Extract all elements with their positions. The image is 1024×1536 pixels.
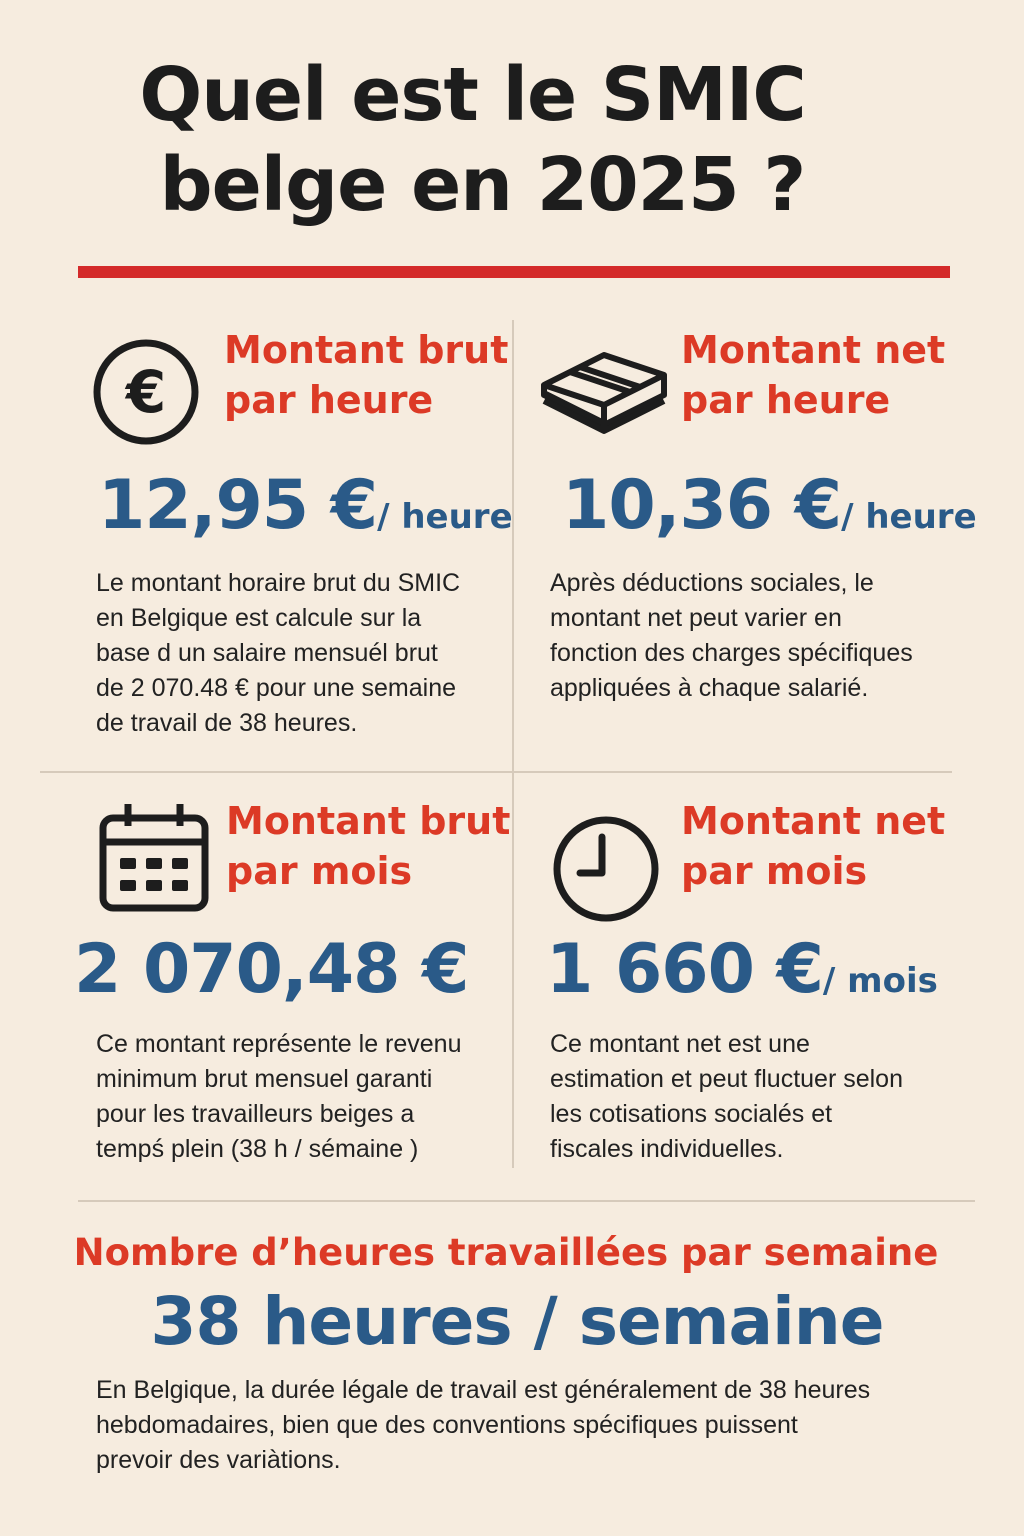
svg-text:€: € [125, 358, 167, 426]
desc-line: les cotisations socialés et [550, 1100, 833, 1128]
hours-heading: Nombre d’heures travaillées par semaine [73, 1231, 939, 1274]
card-brut-heure-heading [224, 325, 508, 425]
desc-line: Le montant horaire brut du SMIC [96, 569, 461, 597]
title-divider [78, 266, 950, 278]
page-title [0, 50, 945, 230]
card-brut-mois-description [96, 1027, 462, 1167]
value-amount: 12,95 € [98, 466, 378, 545]
card-brut-mois-heading [226, 796, 510, 896]
card-brut-mois-value [74, 930, 468, 1010]
card-net-mois-heading [681, 796, 945, 896]
desc-line: fonction des charges spécifiques [550, 639, 913, 667]
horizontal-divider [40, 771, 952, 773]
desc-line: montant net peut varier en [550, 604, 842, 632]
desc-line: en Belgique est calcule sur la [96, 604, 422, 632]
heading-line: Montant brut [224, 328, 509, 372]
desc-line: base d un salaire mensuél brut [96, 639, 438, 667]
desc-line: appliquées à chaque salarié. [550, 674, 869, 702]
heading-line: par mois [681, 849, 868, 893]
desc-line: Ce montant net est une [550, 1030, 810, 1058]
value-unit: / mois [822, 961, 938, 1001]
value-amount: 10,36 € [562, 466, 842, 545]
heading-line: Montant net [681, 328, 946, 372]
desc-line: tempś plein (38 h / sémaine ) [96, 1135, 419, 1163]
vertical-divider [512, 320, 514, 1168]
value-amount: 2 070,48 € [74, 930, 469, 1009]
desc-line: prevoir des variàtions. [96, 1446, 341, 1474]
desc-line: hebdomadaires, bien que des conventions spécifiques puissent [96, 1411, 798, 1439]
heading-line: par heure [224, 378, 434, 422]
card-net-heure-heading [681, 325, 945, 425]
desc-line: de travail de 38 heures. [96, 709, 358, 737]
money-stack-icon [540, 345, 668, 435]
bottom-divider [78, 1200, 975, 1202]
clock-icon [552, 815, 660, 923]
value-amount: 1 660 € [546, 930, 823, 1009]
title-line-1: Quel est le SMIC [139, 52, 806, 138]
hours-value: 38 heures / semaine [150, 1283, 884, 1360]
desc-line: Après déductions sociales, le [550, 569, 874, 597]
card-net-heure-value [562, 466, 977, 557]
desc-line: En Belgique, la durée légale de travail est généralement de 38 heures [96, 1376, 871, 1404]
heading-line: par mois [226, 849, 413, 893]
euro-coin-icon [92, 338, 200, 446]
card-net-heure-description [550, 566, 913, 706]
card-net-mois-description [550, 1027, 903, 1167]
desc-line: fiscales individuelles. [550, 1135, 784, 1163]
value-unit: / heure [841, 497, 977, 537]
card-net-mois-value [546, 930, 938, 1021]
value-unit: / heure [377, 497, 513, 537]
desc-line: estimation et peut fluctuer selon [550, 1065, 903, 1093]
desc-line: minimum brut mensuel garanti [96, 1065, 433, 1093]
heading-line: Montant brut [226, 799, 511, 843]
desc-line: de 2 070.48 € pour une semaine [96, 674, 456, 702]
calendar-icon [98, 802, 210, 914]
card-brut-heure-description [96, 566, 460, 741]
heading-line: Montant net [681, 799, 946, 843]
title-line-2: belge en 2025 ? [159, 142, 806, 228]
hours-description [96, 1373, 870, 1478]
desc-line: pour les travailleurs beiges a [96, 1100, 415, 1128]
heading-line: par heure [681, 378, 891, 422]
card-brut-heure-value [98, 466, 513, 557]
desc-line: Ce montant représente le revenu [96, 1030, 462, 1058]
